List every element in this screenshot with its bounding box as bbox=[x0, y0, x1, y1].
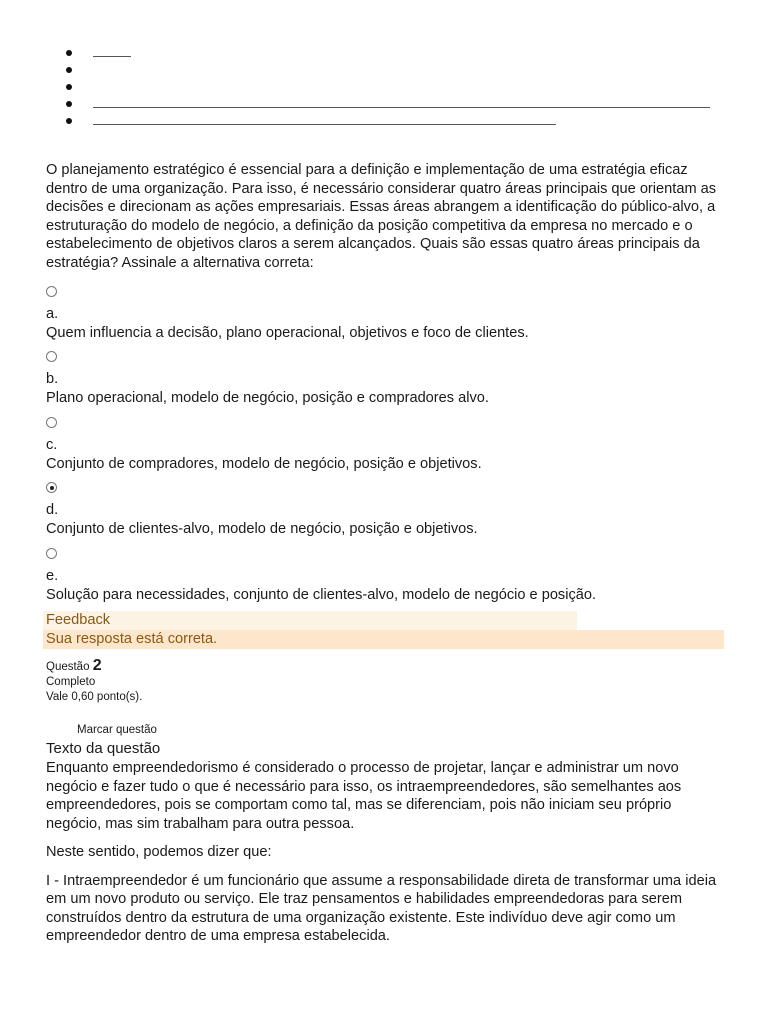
nav-bullet-link[interactable] bbox=[93, 124, 556, 125]
radio-button[interactable] bbox=[46, 548, 57, 559]
question-points: Vale 0,60 ponto(s). bbox=[46, 691, 143, 703]
option-text[interactable]: Solução para necessidades, conjunto de clientes-alvo, modelo de negócio e posição. bbox=[46, 587, 597, 603]
radio-button-selected[interactable] bbox=[46, 482, 57, 493]
option-letter: d. bbox=[46, 502, 59, 518]
radio-button[interactable] bbox=[46, 286, 57, 297]
question-section-title: Texto da questão bbox=[46, 740, 161, 757]
option-text[interactable]: Conjunto de clientes-alvo, modelo de negócio, posição e objetivos. bbox=[46, 521, 478, 537]
nav-bullet-link[interactable] bbox=[93, 56, 131, 57]
option-letter: e. bbox=[46, 568, 59, 584]
question-paragraph: Enquanto empreendedorismo é considerado o processo de projetar, lançar e administrar um novo negócio e fazer tudo o que é necessário para isso, os intraempreendedores, são semelhantes aos empreendedores, pois se comportam como tal, mas se diferenciam, pois não iniciam seu próprio negócio, mas sim trabalham para outra pessoa. bbox=[46, 760, 682, 832]
question-number: 2 bbox=[92, 657, 102, 674]
radio-button[interactable] bbox=[46, 417, 57, 428]
nav-bullet-link[interactable] bbox=[93, 107, 710, 108]
feedback-message: Sua resposta está correta. bbox=[43, 630, 724, 649]
option-letter: a. bbox=[46, 306, 59, 322]
question-body bbox=[46, 759, 726, 956]
feedback-title: Feedback bbox=[43, 611, 577, 630]
question-paragraph: Neste sentido, podemos dizer que: bbox=[46, 844, 272, 860]
option-text[interactable]: Conjunto de compradores, modelo de negócio, posição e objetivos. bbox=[46, 456, 482, 472]
radio-button[interactable] bbox=[46, 351, 57, 362]
question-status: Completo bbox=[46, 676, 96, 688]
option-text[interactable]: Quem influencia a decisão, plano operacional, objetivos e foco de clientes. bbox=[46, 325, 529, 341]
flag-question-link[interactable]: Marcar questão bbox=[77, 724, 157, 736]
option-letter: b. bbox=[46, 371, 59, 387]
question-paragraph: I - Intraempreendedor é um funcionário que assume a responsabilidade direta de transformar uma ideia em um novo produto ou serviço. Ele traz pensamentos e habilidades empreendedoras para serem construídos dentro da estrutura de uma organização existente. Este indivíduo deve agir como um empreendedor dentro de uma empresa estabelecida. bbox=[46, 872, 717, 944]
option-letter: c. bbox=[46, 437, 58, 453]
option-text[interactable]: Plano operacional, modelo de negócio, posição e compradores alvo. bbox=[46, 390, 489, 406]
question-text: O planejamento estratégico é essencial para a definição e implementação de uma estratégia eficaz dentro de uma organização. Para isso, é necessário considerar quatro áreas principais que orientam as decisões e direcionam as ações empresariais. Essas áreas abrangem a identificação do público-alvo, a estruturação do modelo de negócio, a definição da posição competitiva da empresa no mercado e o estabelecimento de objetivos claros a serem alcançados. Quais são essas quatro áreas principais da estratégia? Assinale a alternativa correta: bbox=[46, 162, 717, 271]
question-label: Questão bbox=[46, 661, 90, 673]
question-info bbox=[46, 658, 142, 705]
